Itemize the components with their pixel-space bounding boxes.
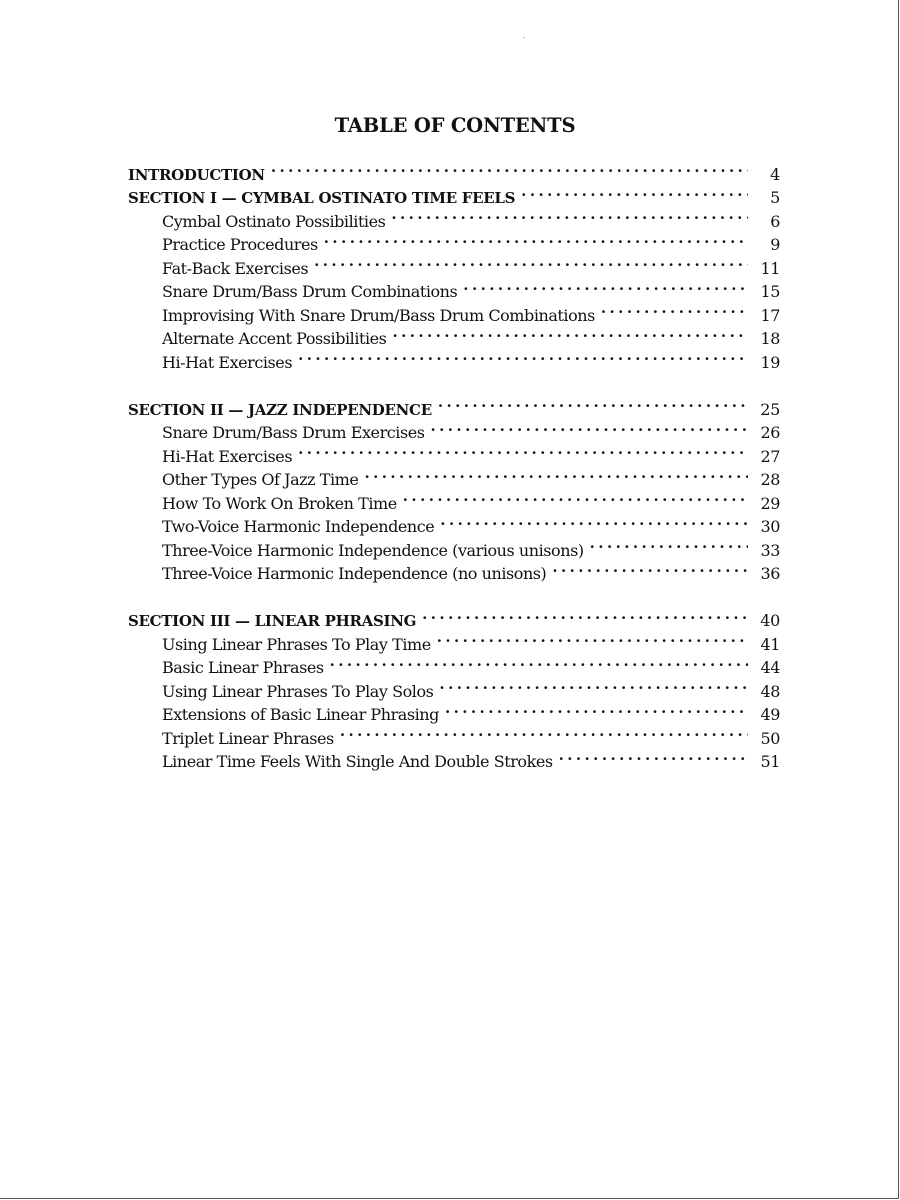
page-number: 4: [770, 164, 780, 184]
dot-leader: [463, 274, 748, 298]
entry-label: Improvising With Snare Drum/Bass Drum Combinations: [162, 305, 595, 325]
page-number: 19: [760, 352, 780, 372]
toc-section-row[interactable]: [128, 391, 780, 419]
entry-label: Linear Time Feels With Single And Double Strokes: [162, 752, 553, 771]
dot-leader: [324, 227, 748, 251]
page-number: 25: [760, 399, 780, 419]
page-number: 48: [760, 681, 780, 701]
page-number: 49: [760, 705, 780, 724]
entry-label: Using Linear Phrases To Play Time: [162, 634, 431, 654]
dot-leader: [559, 744, 748, 768]
dot-leader: [437, 626, 748, 650]
entry-label: Extensions of Basic Linear Phrasing: [162, 705, 439, 724]
page-number: 51: [760, 752, 780, 771]
dot-leader: [552, 556, 748, 580]
page-number: 6: [770, 211, 780, 231]
page-number: 29: [760, 493, 780, 513]
entry-label: Cymbal Ostinato Possibilities: [162, 211, 386, 231]
dot-leader: [439, 673, 748, 697]
entry-label: Basic Linear Phrases: [162, 658, 324, 677]
entry-label: How To Work On Broken Time: [162, 493, 397, 513]
page-number: 27: [760, 446, 780, 466]
entry-label: Snare Drum/Bass Drum Exercises: [162, 423, 425, 442]
section-heading: SECTION I — CYMBAL OSTINATO TIME FEELS: [128, 189, 516, 207]
page-number: 18: [760, 329, 780, 348]
page-number: 40: [760, 611, 780, 630]
entry-label: Three-Voice Harmonic Independence (no unisons): [162, 564, 547, 583]
page-number: 44: [760, 658, 780, 677]
dot-leader: [391, 203, 748, 227]
section-heading: SECTION III — LINEAR PHRASING: [128, 612, 417, 630]
dot-leader: [601, 297, 748, 321]
page-number: 50: [760, 728, 780, 748]
page-number: 11: [760, 258, 780, 278]
dot-leader: [364, 462, 748, 486]
dot-leader: [314, 250, 748, 274]
dot-leader: [590, 532, 748, 556]
section-heading: INTRODUCTION: [128, 165, 265, 184]
dot-leader: [438, 391, 748, 415]
page-number: 26: [760, 423, 780, 442]
entry-label: Other Types Of Jazz Time: [162, 470, 359, 489]
dot-leader: [422, 603, 748, 627]
table-of-contents: [128, 156, 780, 771]
entry-label: Triplet Linear Phrases: [162, 728, 334, 748]
entry-label: Fat-Back Exercises: [162, 258, 309, 278]
entry-label: Hi-Hat Exercises: [162, 352, 293, 372]
entry-label: Snare Drum/Bass Drum Combinations: [162, 282, 458, 301]
dot-leader: [298, 344, 748, 368]
dot-leader: [403, 485, 748, 509]
page-number: 33: [760, 540, 780, 560]
dot-leader: [330, 650, 748, 674]
section-heading: SECTION II — JAZZ INDEPENDENCE: [128, 400, 432, 419]
page-number: 9: [770, 235, 780, 254]
entry-label: Alternate Accent Possibilities: [162, 329, 387, 348]
page-number: 15: [760, 282, 780, 301]
page-number: 30: [760, 517, 780, 536]
dot-leader: [440, 509, 748, 533]
entry-label: Three-Voice Harmonic Independence (various unisons): [162, 540, 584, 560]
page-number: 41: [760, 634, 780, 654]
dot-leader: [431, 415, 749, 439]
page-number: 36: [760, 564, 780, 583]
scan-speck: [523, 37, 525, 38]
page-title: TABLE OF CONTENTS: [334, 114, 576, 137]
dot-leader: [298, 438, 748, 462]
entry-label: Using Linear Phrases To Play Solos: [162, 681, 434, 701]
page-number: 5: [770, 188, 780, 207]
page-number: 28: [760, 470, 780, 489]
dot-leader: [445, 697, 748, 721]
page-number: 17: [760, 305, 780, 325]
dot-leader: [392, 321, 748, 345]
toc-section-row[interactable]: [128, 156, 780, 184]
dot-leader: [340, 720, 748, 744]
entry-label: Two-Voice Harmonic Independence: [162, 517, 435, 536]
dot-leader: [521, 180, 748, 204]
entry-label: Hi-Hat Exercises: [162, 446, 293, 466]
dot-leader: [271, 156, 748, 180]
entry-label: Practice Procedures: [162, 235, 318, 254]
toc-section-row[interactable]: [128, 603, 780, 630]
